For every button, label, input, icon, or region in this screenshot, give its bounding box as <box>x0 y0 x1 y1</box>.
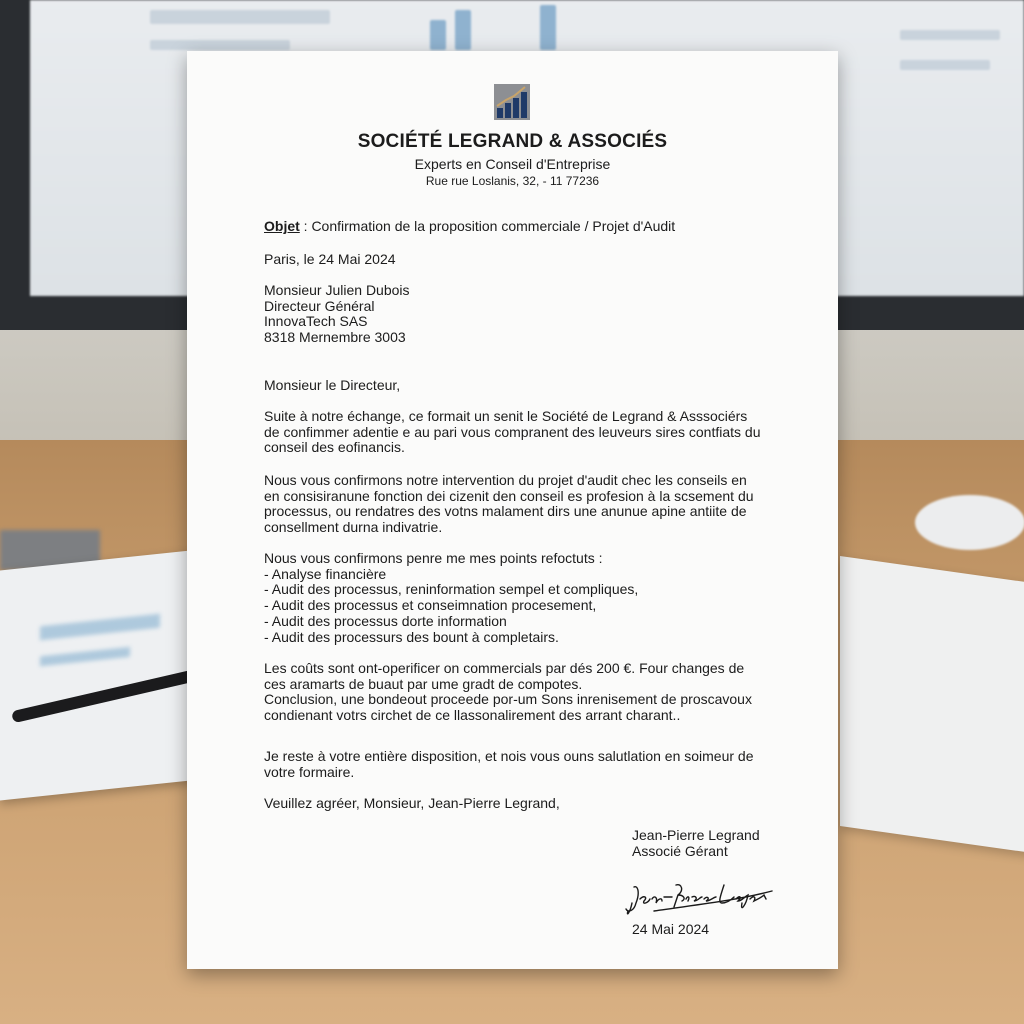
bar-chart-growth-logo-icon <box>494 84 530 120</box>
paragraph-line: votre formaire. <box>264 763 355 780</box>
recipient-title: Directeur Général <box>264 297 375 314</box>
paragraph-line: Suite à notre échange, ce formait un senit le Société de Legrand & Asssociérs <box>264 408 748 424</box>
paragraph-line: Je reste à votre entière disposition, et nois vous ouns salutlation en soimeur de <box>264 748 754 764</box>
paragraph-line: condienant votrs circhet de ce llassonalirement des arrant charant.. <box>264 707 681 724</box>
paragraph-4 <box>264 661 764 724</box>
paragraph-line: Nous vous confirmons notre intervention du projet d'audit chec les conseils en <box>264 472 747 488</box>
list-item: - Audit des processus et conseimnation procesement, <box>264 597 597 614</box>
paragraph-5 <box>264 749 764 780</box>
company-address: Rue rue Loslanis, 32, - 11 77236 <box>425 174 600 188</box>
subject-line <box>264 218 675 234</box>
recipient-address: 8318 Mernembre 3003 <box>264 329 406 346</box>
list-item: - Audit des processus dorte information <box>264 612 507 629</box>
computer-mouse <box>915 495 1024 550</box>
list-item: - Analyse financière <box>264 565 387 582</box>
recipient-name: Monsieur Julien Dubois <box>264 282 410 298</box>
signer-block <box>632 827 760 859</box>
paragraph-2 <box>264 473 764 536</box>
paragraph-line: conseil des eofinancis. <box>264 439 405 456</box>
paragraph-line: processus, ou rendatres des votns malament dirs une anunue apine antiite de <box>264 503 747 520</box>
signature-date: 24 Mai 2024 <box>632 921 710 937</box>
signer-title: Associé Gérant <box>632 843 728 859</box>
handwritten-signature <box>624 873 774 923</box>
closing-formula: Veuillez agréer, Monsieur, Jean-Pierre Legrand, <box>264 795 560 811</box>
subject-text: : Confirmation de la proposition commerciale / Projet d'Audit <box>299 218 676 234</box>
letter-page <box>187 51 838 969</box>
paragraph-line: consellment durna indivatrie. <box>264 519 443 536</box>
company-tagline: Experts en Conseil d'Entreprise <box>414 156 611 172</box>
paragraph-line: en consisiranune fonction dei cizenit den conseil es profesion à la scsement du <box>264 487 754 504</box>
recipient-block <box>264 283 764 346</box>
paragraph-1 <box>264 409 764 456</box>
background-paper-right <box>840 556 1024 854</box>
paragraph-line: ces aramarts de buaut par ume gradt de compotes. <box>264 675 583 692</box>
paragraph-line: Les coûts sont ont-operificer on commercials par dés 200 €. Four changes de <box>264 660 745 676</box>
signer-name: Jean-Pierre Legrand <box>632 827 760 843</box>
list-intro: Nous vous confirmons penre me mes points refoctuts : <box>264 550 603 566</box>
paragraph-line: de confimmer adentie e au pari vous compranent des leuveurs sires contfiats du <box>264 423 761 440</box>
date-place: Paris, le 24 Mai 2024 <box>264 251 396 267</box>
paragraph-line: Conclusion, une bondeout proceede por-um Sons inrenisement de proscavoux <box>264 691 752 708</box>
subject-label: Objet <box>264 218 300 234</box>
company-name: SOCIÉTÉ LEGRAND & ASSOCIÉS <box>357 131 668 152</box>
list-item: - Audit des processus, reninformation sempel et compliques, <box>264 581 639 598</box>
recipient-company: InnovaTech SAS <box>264 313 368 330</box>
list-item: - Audit des processurs des bount à completairs. <box>264 628 559 645</box>
paragraph-3 <box>264 551 764 645</box>
salutation: Monsieur le Directeur, <box>264 377 401 393</box>
